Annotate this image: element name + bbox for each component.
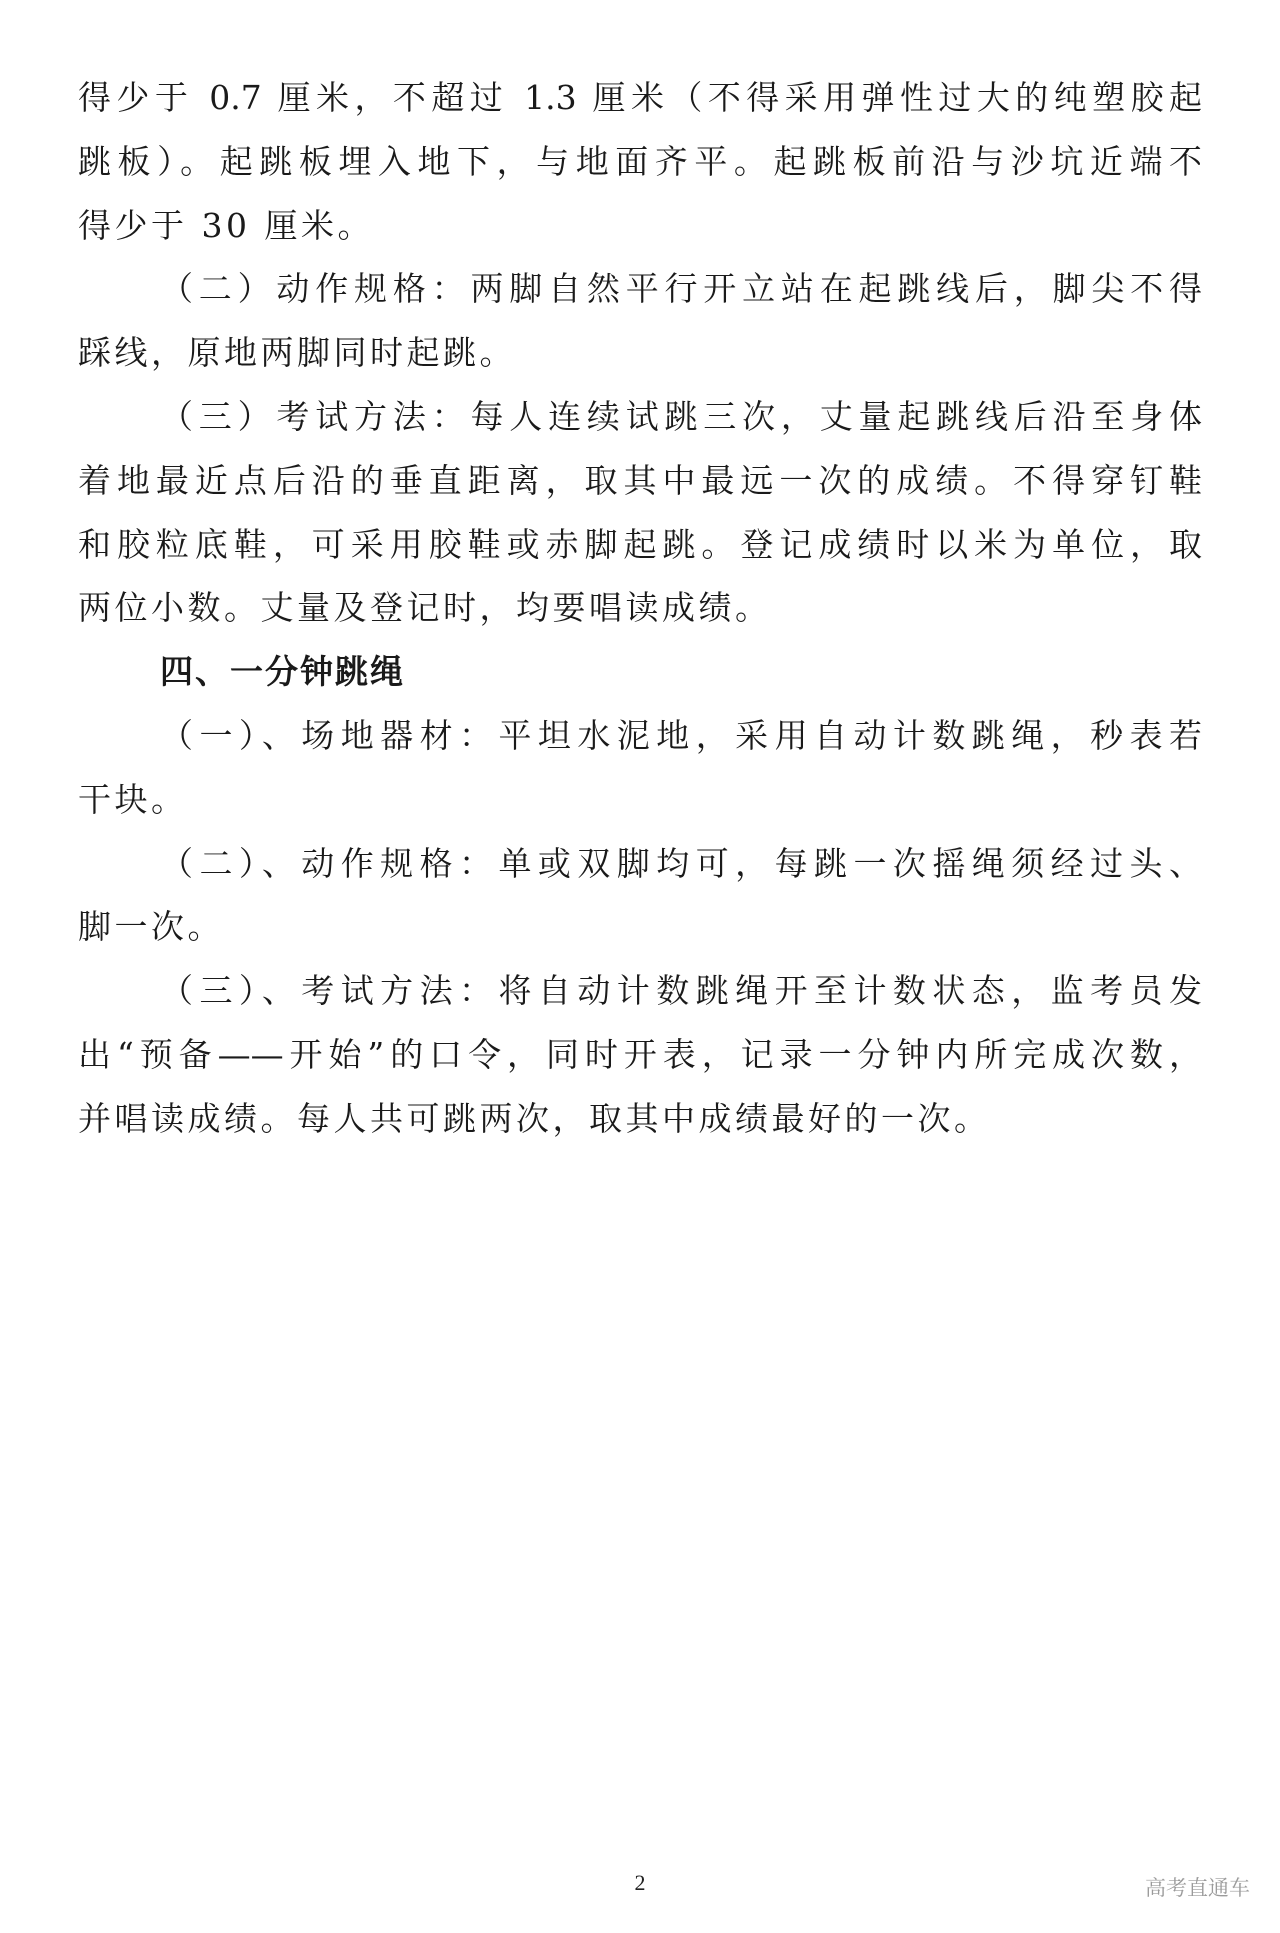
text-line: 踩线，原地两脚同时起跳。 [78,333,516,373]
document-body [78,66,1202,1151]
text-line: 干块。 [78,779,188,819]
section-heading: 四、一分钟跳绳 [160,652,405,692]
text-line: 得少于 30 厘米。 [78,205,374,245]
text-line: 得少于 0.7 厘米，不超过 1.3 厘米（不得采用弹性过大的纯塑胶起 [78,78,1202,117]
text-line: （三）、考试方法：将自动计数跳绳开至计数状态，监考员发 [160,971,1202,1011]
text-line: 着地最近点后沿的垂直距离，取其中最远一次的成绩。不得穿钉鞋 [78,460,1202,500]
text-line: （二）动作规格：两脚自然平行开立站在起跳线后，脚尖不得 [160,269,1202,309]
text-line: 跳板）。起跳板埋入地下，与地面齐平。起跳板前沿与沙坑近端不 [78,141,1202,181]
text-line: 出“预备——开始”的口令，同时开表，记录一分钟内所完成次数， [78,1034,1202,1074]
text-line: 脚一次。 [78,907,224,947]
text-line: 和胶粒底鞋，可采用胶鞋或赤脚起跳。登记成绩时以米为单位，取 [78,524,1202,564]
watermark-text: 高考直通车 [1145,1876,1250,1900]
text-line: 两位小数。丈量及登记时，均要唱读成绩。 [78,588,772,628]
text-line: （三）考试方法：每人连续试跳三次，丈量起跳线后沿至身体 [160,396,1202,436]
text-line: （一）、场地器材：平坦水泥地，采用自动计数跳绳，秒表若 [160,715,1202,755]
page-number: 2 [634,1870,646,1895]
text-line: 并唱读成绩。每人共可跳两次，取其中成绩最好的一次。 [78,1098,991,1138]
text-line: （二）、动作规格：单或双脚均可，每跳一次摇绳须经过头、 [160,843,1202,883]
